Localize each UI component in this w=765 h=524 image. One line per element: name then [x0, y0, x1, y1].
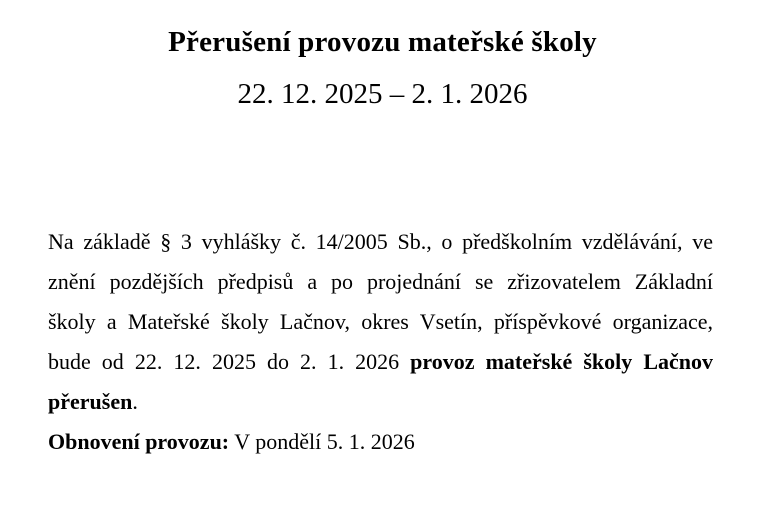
- body-text-segment-bold: provoz mateřské školy Lačnov: [410, 349, 713, 374]
- body-line-4: [48, 342, 713, 382]
- body-text-segment: znění pozdějších předpisů a po projednání se zřizovatelem Základní: [48, 269, 713, 294]
- body-text-segment: školy a Mateřské školy Lačnov, okres Vsetín, příspěvkové organizace,: [48, 309, 713, 334]
- reopening-value: V pondělí 5. 1. 2026: [229, 429, 415, 454]
- body-line-2: [48, 262, 713, 302]
- body-text-segment: Na základě § 3 vyhlášky č. 14/2005 Sb., o předškolním vzdělávání, ve: [48, 229, 713, 254]
- body-line-1: [48, 222, 713, 262]
- reopening-line: [48, 422, 713, 462]
- body-text-segment-bold: přerušen: [48, 389, 133, 414]
- reopening-label: Obnovení provozu:: [48, 429, 230, 454]
- date-range: 22. 12. 2025 – 2. 1. 2026: [237, 78, 528, 110]
- body-line-5: [48, 382, 713, 422]
- body-text-segment: .: [132, 389, 138, 414]
- document-title: Přerušení provozu mateřské školy: [168, 26, 597, 58]
- body-text: [48, 222, 713, 462]
- body-text-segment: bude od 22. 12. 2025 do 2. 1. 2026: [48, 349, 411, 374]
- body-line-3: [48, 302, 713, 342]
